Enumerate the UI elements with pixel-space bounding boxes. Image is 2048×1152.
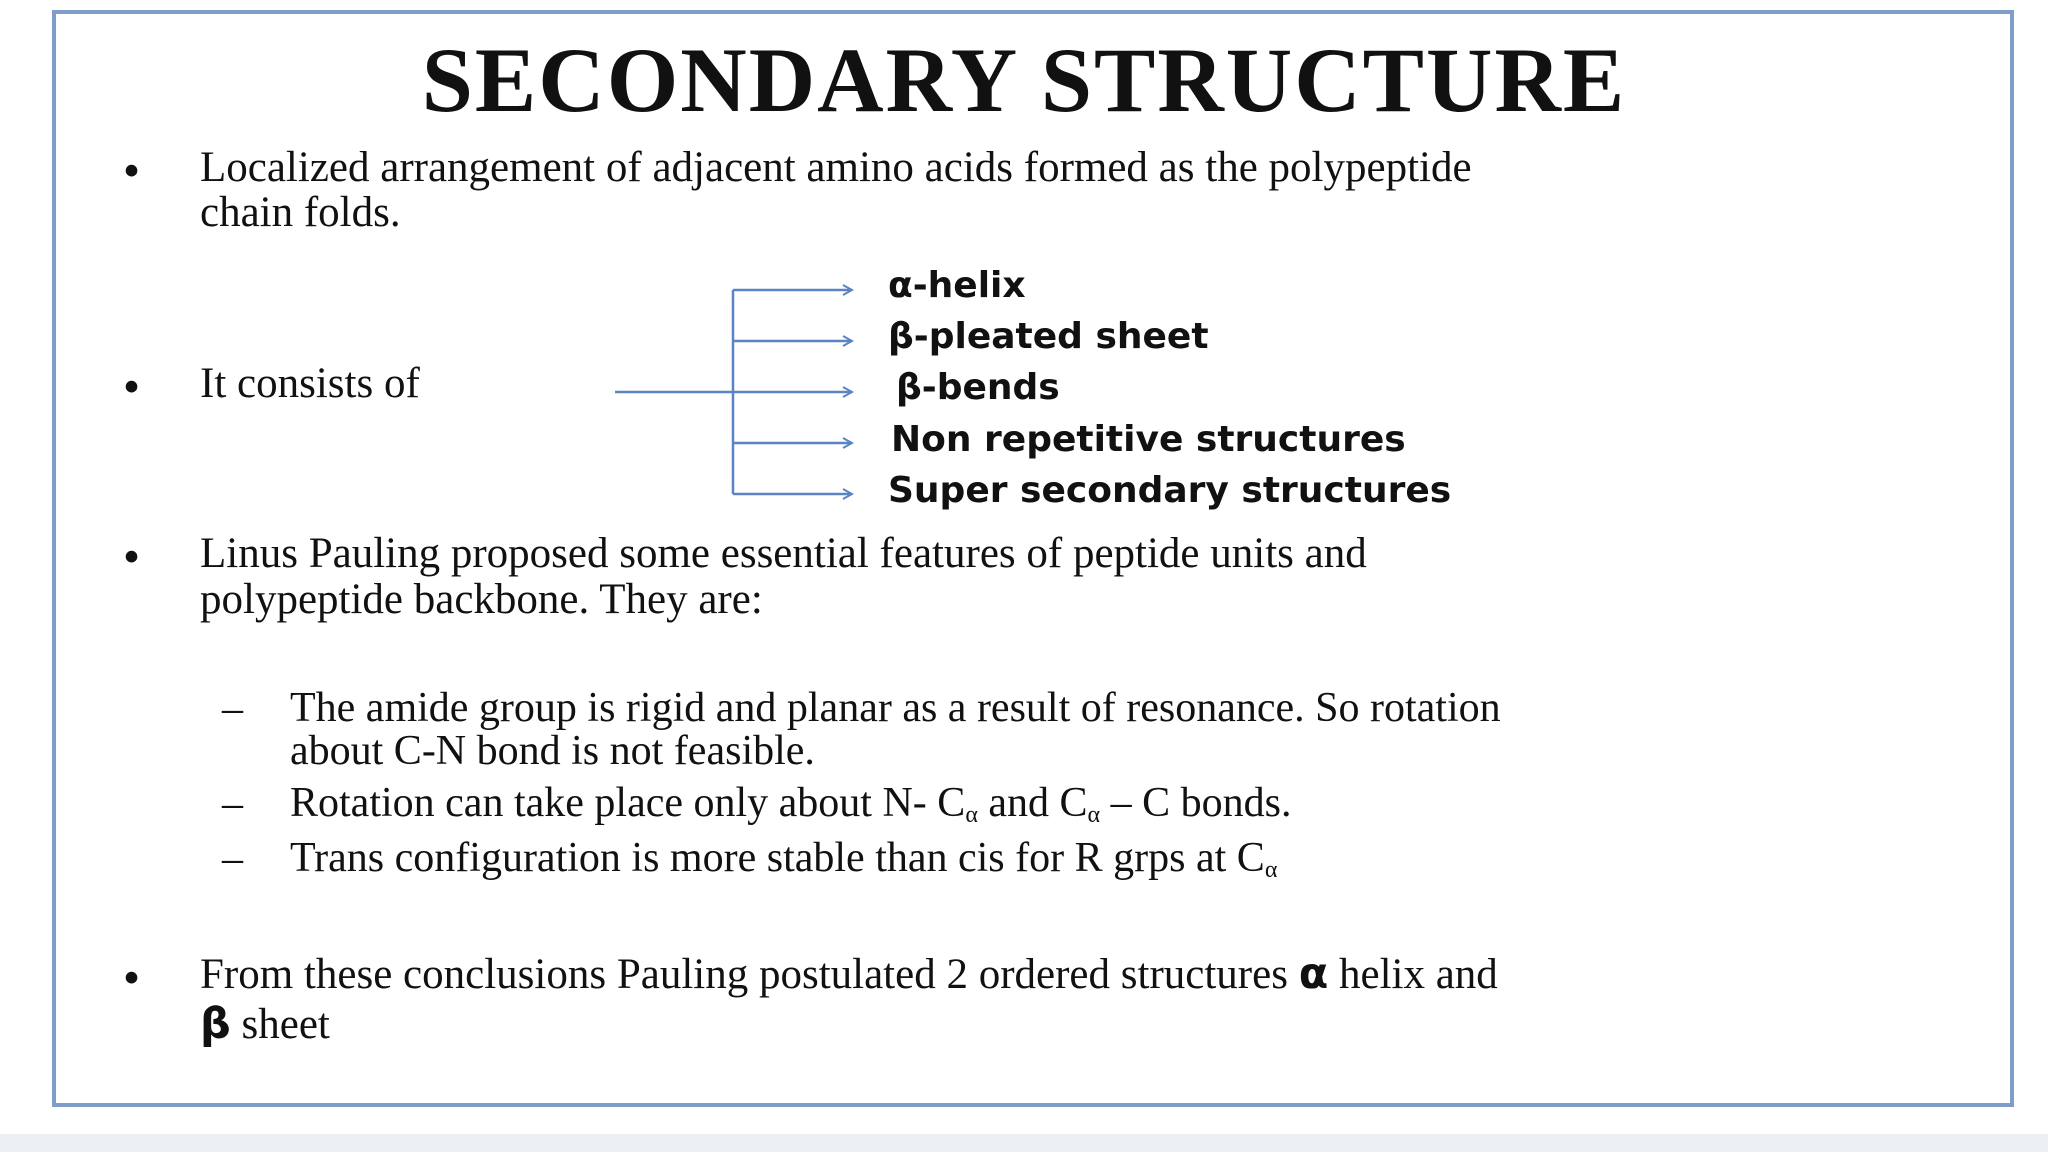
sub-item-2-text-b: and C	[977, 780, 1088, 826]
bullet-4-text-a: From these conclusions Pauling postulated 2 ordered structures	[200, 951, 1299, 998]
bullet-1-line-1: Localized arrangement of adjacent amino acids formed as the polypeptide	[200, 144, 1472, 191]
alpha-subscript: α	[965, 802, 978, 828]
bullet-4-line-2	[200, 1001, 330, 1048]
alpha-subscript: α	[1264, 857, 1278, 883]
bullet-4-text-b: helix and	[1328, 951, 1498, 998]
sub-item-2-text-a: Rotation can take place only about N- C	[290, 780, 966, 826]
bullet-marker-2: •	[124, 364, 140, 411]
bullet-3-line-1: Linus Pauling proposed some essential features of peptide units and	[200, 530, 1367, 577]
bullet-3-line-2: polypeptide backbone. They are:	[200, 576, 763, 623]
bullet-marker-4: •	[124, 955, 140, 1002]
bullet-marker-3: •	[124, 534, 140, 581]
branch-label-beta-bends: β-bends	[896, 367, 1060, 408]
slide-title: SECONDARY STRUCTURE	[421, 29, 1627, 131]
sub-dash-2: –	[222, 781, 243, 827]
alpha-symbol: α	[1298, 949, 1329, 999]
bullet-1-line-2: chain folds.	[200, 189, 401, 236]
sub-item-1-line-2: about C-N bond is not feasible.	[290, 728, 815, 774]
bullet-2-text: It consists of	[200, 360, 420, 407]
bottom-strip	[0, 1134, 2048, 1152]
alpha-subscript: α	[1087, 802, 1101, 828]
sub-item-2	[290, 780, 1292, 828]
bullet-marker-1: •	[124, 148, 140, 195]
branch-label-alpha-helix: α-helix	[888, 265, 1026, 306]
sub-item-1-line-1: The amide group is rigid and planar as a result of resonance. So rotation	[290, 685, 1501, 731]
sub-dash-1: –	[222, 686, 243, 732]
sub-item-3	[290, 835, 1278, 883]
sub-item-3-text: Trans configuration is more stable than cis for R grps at C	[290, 835, 1265, 881]
sub-item-2-text-c: – C bonds.	[1100, 780, 1292, 826]
branch-label-beta-pleated-sheet: β-pleated sheet	[888, 316, 1209, 357]
branch-label-non-repetitive: Non repetitive structures	[891, 419, 1406, 460]
branch-label-super-secondary: Super secondary structures	[888, 470, 1452, 511]
sub-dash-3: –	[222, 836, 243, 882]
bullet-4-text-c: sheet	[230, 1001, 330, 1048]
bullet-4-line-1	[200, 951, 1498, 998]
beta-symbol: β	[200, 999, 231, 1049]
